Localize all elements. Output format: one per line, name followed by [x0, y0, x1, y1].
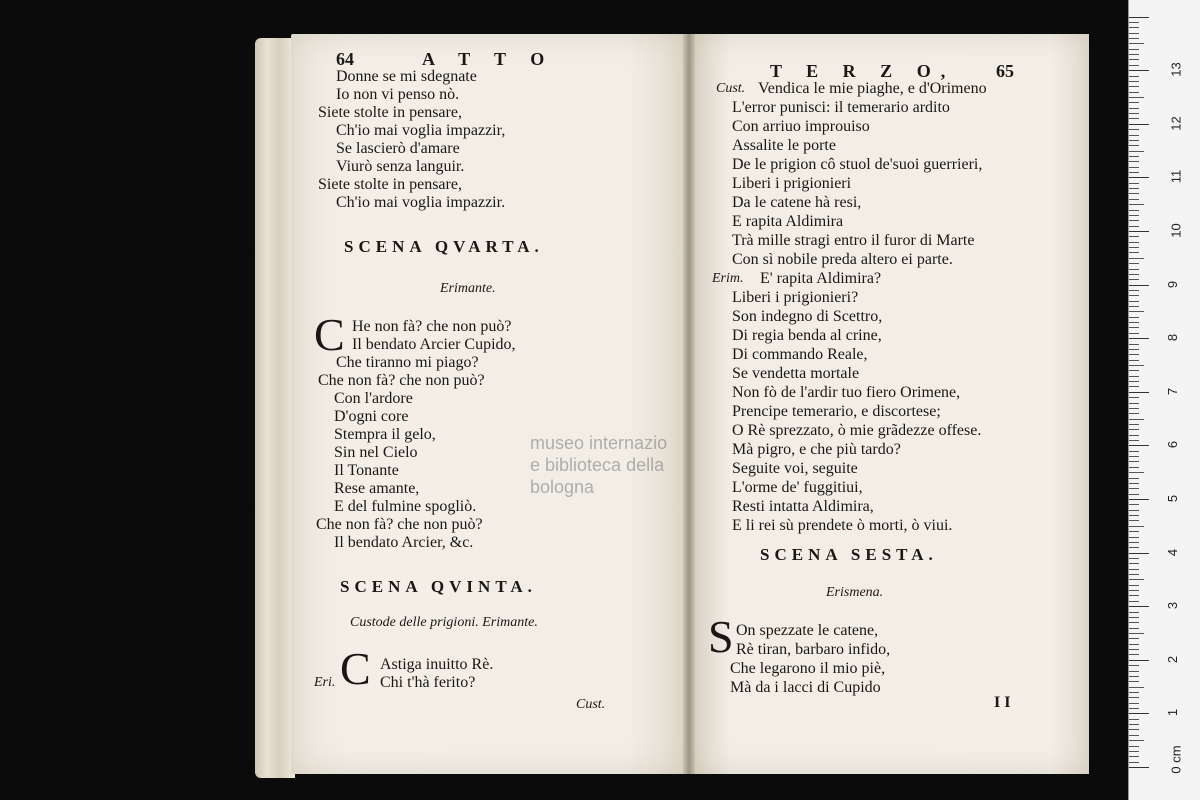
speaker-label: Eri. — [314, 675, 336, 690]
right-page-number: 65 — [996, 61, 1014, 81]
verse-line: Seguite voi, seguite — [732, 460, 858, 477]
ruler-tick — [1129, 520, 1139, 521]
ruler-tick — [1129, 537, 1139, 538]
verse-line: L'error punisci: il temerario ardito — [732, 99, 950, 116]
verse-line: Ch'io mai voglia impazzir. — [336, 194, 506, 211]
verse-line: Ch'io mai voglia impazzir, — [336, 122, 506, 139]
ruler-tick — [1129, 419, 1144, 420]
watermark-line: bologna — [530, 477, 595, 497]
ruler-tick — [1129, 746, 1139, 747]
ruler-tick — [1129, 665, 1139, 666]
verse-line: Liberi i prigionieri? — [732, 289, 859, 306]
ruler-tick — [1129, 183, 1139, 184]
ruler-tick — [1129, 156, 1139, 157]
ruler-tick — [1129, 177, 1149, 178]
ruler-number: 7 — [1165, 387, 1181, 395]
verse-line: Viurò senza languir. — [336, 158, 465, 175]
verse-line: Se lascierò d'amare — [336, 140, 460, 157]
drop-cap: C — [340, 643, 371, 694]
ruler-tick — [1129, 601, 1139, 602]
ruler-tick — [1129, 258, 1144, 259]
ruler-number: 11 — [1168, 170, 1184, 184]
ruler-tick — [1129, 708, 1139, 709]
ruler-tick — [1129, 499, 1149, 500]
verse-line: Resti intatta Aldimira, — [732, 498, 874, 515]
verse-line: De le prigion cô stuol de'suoi guerrieri, — [732, 156, 983, 173]
ruler-tick — [1129, 27, 1139, 28]
ruler-tick — [1129, 488, 1139, 489]
book-gutter — [683, 34, 695, 774]
ruler-tick — [1129, 338, 1149, 339]
left-running-head: A T T O — [422, 49, 555, 69]
verse-line: L'orme de' fuggitiui, — [732, 479, 863, 496]
ruler-tick — [1129, 118, 1139, 119]
verse-line: Che legarono il mio piè, — [730, 660, 886, 677]
ruler-number: 6 — [1165, 441, 1181, 449]
ruler-tick — [1129, 113, 1139, 114]
ruler-tick — [1129, 612, 1139, 613]
left-page-number: 64 — [336, 49, 354, 69]
verse-line: Con arriuo improuiso — [732, 118, 870, 135]
ruler-tick — [1129, 424, 1139, 425]
ruler-tick — [1129, 210, 1139, 211]
ruler-tick — [1129, 579, 1144, 580]
ruler-tick — [1129, 215, 1139, 216]
ruler-tick — [1129, 547, 1139, 548]
verse-line: E li rei sù prendete ò morti, ò viui. — [732, 517, 953, 534]
ruler-tick — [1129, 204, 1144, 205]
ruler-tick — [1129, 660, 1149, 661]
verse-line: Che non fà? che non può? — [318, 372, 485, 389]
verse-line: Sin nel Cielo — [334, 444, 418, 461]
ruler-number: 4 — [1165, 548, 1181, 556]
character-name: Erismena. — [826, 585, 884, 600]
ruler-tick — [1129, 274, 1139, 275]
ruler-tick — [1129, 676, 1139, 677]
ruler-tick — [1129, 494, 1139, 495]
ruler-tick — [1129, 17, 1149, 18]
ruler-tick — [1129, 140, 1139, 141]
verse-line: Di commando Reale, — [732, 346, 868, 363]
ruler-tick — [1129, 322, 1139, 323]
ruler-tick — [1129, 429, 1139, 430]
verse-line: Astiga inuitto Rè. — [380, 656, 494, 673]
verse-line: Rè tiran, barbaro infido, — [736, 641, 891, 658]
scene-heading: SCENA QVINTA. — [340, 577, 537, 596]
ruler-tick — [1129, 413, 1139, 414]
ruler-tick — [1129, 263, 1139, 264]
ruler-tick — [1129, 472, 1144, 473]
scene-heading: SCENA QVARTA. — [344, 237, 544, 256]
verse-line: Il bendato Arcier Cupido, — [352, 336, 516, 353]
ruler-tick — [1129, 735, 1139, 736]
ruler-tick — [1129, 306, 1139, 307]
watermark-line: e biblioteca della — [530, 455, 665, 475]
ruler-tick — [1129, 644, 1139, 645]
ruler-tick — [1129, 729, 1139, 730]
ruler-tick — [1129, 295, 1139, 296]
verse-line: D'ogni core — [334, 408, 409, 425]
ruler-tick — [1129, 92, 1139, 93]
ruler-tick — [1129, 231, 1149, 232]
ruler-tick — [1129, 167, 1139, 168]
ruler-tick — [1129, 76, 1139, 77]
ruler-tick — [1129, 247, 1139, 248]
speaker-label: Cust. — [716, 81, 746, 96]
right-running-head: T E R Z O, — [770, 61, 956, 81]
verse-line: Donne se mi sdegnate — [336, 68, 477, 85]
ruler-tick — [1129, 129, 1139, 130]
verse-line: Chi t'hà ferito? — [380, 674, 476, 691]
verse-line: Mà da i lacci di Cupido — [730, 679, 881, 696]
ruler-tick — [1129, 38, 1139, 39]
ruler-tick — [1129, 59, 1139, 60]
ruler-tick — [1129, 81, 1139, 82]
ruler-tick — [1129, 703, 1139, 704]
verse-line: Siete stolte in pensare, — [318, 104, 462, 121]
verse-line: Assalite le porte — [732, 137, 836, 154]
verse-line: Rese amante, — [334, 480, 420, 497]
ruler-tick — [1129, 563, 1139, 564]
ruler-tick — [1129, 467, 1139, 468]
ruler-tick — [1129, 740, 1144, 741]
verse-line: Che tiranno mi piago? — [336, 354, 479, 371]
ruler-tick — [1129, 595, 1139, 596]
ruler-tick — [1129, 279, 1139, 280]
verse-line: Stempra il gelo, — [334, 426, 436, 443]
ruler-tick — [1129, 86, 1139, 87]
verse-line: O Rè sprezzato, ò mie grãdezze offese. — [732, 422, 982, 439]
verse-line: E rapita Aldimira — [732, 213, 844, 230]
verse-line: Con sì nobile preda altero ei parte. — [732, 251, 953, 268]
ruler-tick — [1129, 515, 1139, 516]
ruler-tick — [1129, 354, 1139, 355]
ruler-tick — [1129, 135, 1139, 136]
ruler-tick — [1129, 54, 1139, 55]
verse-line: Trà mille stragi entro il furor di Marte — [732, 232, 975, 249]
ruler-tick — [1129, 172, 1139, 173]
ruler-tick — [1129, 408, 1139, 409]
ruler-tick — [1129, 692, 1139, 693]
ruler-tick — [1129, 671, 1139, 672]
ruler-tick — [1129, 65, 1139, 66]
ruler-tick — [1129, 724, 1139, 725]
verse-line: Prencipe temerario, e discortese; — [732, 403, 941, 420]
scene-heading: SCENA SESTA. — [760, 545, 938, 564]
ruler-tick — [1129, 654, 1139, 655]
ruler-tick — [1129, 242, 1139, 243]
ruler-tick — [1129, 435, 1139, 436]
ruler-tick — [1129, 756, 1139, 757]
ruler-number: 2 — [1165, 655, 1181, 663]
character-names: Custode delle prigioni. Erimante. — [350, 615, 538, 630]
ruler-tick — [1129, 193, 1139, 194]
ruler-tick — [1129, 553, 1149, 554]
ruler-tick — [1129, 397, 1139, 398]
ruler-tick — [1129, 70, 1149, 71]
ruler-tick — [1129, 349, 1139, 350]
ruler-number: 3 — [1165, 602, 1181, 610]
ruler-tick — [1129, 617, 1139, 618]
ruler-tick — [1129, 236, 1139, 237]
ruler-tick — [1129, 43, 1144, 44]
ruler-tick — [1129, 269, 1139, 270]
ruler-tick — [1129, 360, 1139, 361]
ruler-number: 13 — [1168, 62, 1184, 77]
ruler-tick — [1129, 456, 1139, 457]
verse-line: Da le catene hà resi, — [732, 194, 862, 211]
ruler-tick — [1129, 311, 1144, 312]
ruler-tick — [1129, 697, 1139, 698]
ruler-number: 8 — [1165, 334, 1181, 342]
ruler-tick — [1129, 102, 1139, 103]
ruler-tick — [1129, 33, 1139, 34]
verse-line: Io non vi penso nò. — [336, 86, 460, 103]
ruler-tick — [1129, 365, 1144, 366]
measuring-ruler — [1128, 0, 1200, 800]
ruler-tick — [1129, 440, 1139, 441]
ruler-tick — [1129, 145, 1139, 146]
ruler-tick — [1129, 574, 1139, 575]
ruler-tick — [1129, 504, 1139, 505]
ruler-tick — [1129, 569, 1139, 570]
ruler-tick — [1129, 590, 1139, 591]
ruler-tick — [1129, 381, 1139, 382]
ruler-tick — [1129, 376, 1139, 377]
ruler-unit: 0 cm — [1168, 745, 1184, 774]
ruler-tick — [1129, 483, 1139, 484]
catchword: Cust. — [576, 697, 606, 712]
ruler-tick — [1129, 108, 1139, 109]
drop-cap: C — [314, 309, 345, 360]
page-stack-edge — [255, 38, 295, 778]
ruler-tick — [1129, 681, 1139, 682]
ruler-tick — [1129, 317, 1139, 318]
ruler-number: 10 — [1168, 223, 1184, 238]
ruler-tick — [1129, 478, 1139, 479]
verse-line: Vendica le mie piaghe, e d'Orimeno — [758, 80, 987, 97]
ruler-tick — [1129, 124, 1149, 125]
ruler-tick — [1129, 649, 1139, 650]
verse-line: Il bendato Arcier, &c. — [334, 534, 474, 551]
ruler-tick — [1129, 558, 1139, 559]
ruler-tick — [1129, 633, 1144, 634]
ruler-tick — [1129, 370, 1139, 371]
verse-line: Che non fà? che non può? — [316, 516, 483, 533]
ruler-tick — [1129, 762, 1139, 763]
ruler-number: 12 — [1168, 116, 1184, 131]
ruler-tick — [1129, 526, 1144, 527]
verse-line: Liberi i prigionieri — [732, 175, 852, 192]
verse-line: E' rapita Aldimira? — [760, 270, 882, 287]
ruler-tick — [1129, 392, 1149, 393]
verse-line: Se vendetta mortale — [732, 365, 860, 382]
ruler-tick — [1129, 49, 1139, 50]
ruler-tick — [1129, 327, 1139, 328]
ruler-tick — [1129, 713, 1149, 714]
ruler-tick — [1129, 751, 1139, 752]
ruler-tick — [1129, 628, 1139, 629]
ruler-tick — [1129, 226, 1139, 227]
ruler-tick — [1129, 445, 1149, 446]
ruler-tick — [1129, 622, 1139, 623]
ruler-tick — [1129, 451, 1139, 452]
ruler-tick — [1129, 188, 1139, 189]
ruler-tick — [1129, 290, 1139, 291]
ruler-number: 1 — [1165, 709, 1181, 717]
ruler-tick — [1129, 606, 1149, 607]
watermark-line: museo internazio — [530, 433, 668, 453]
museum-watermark — [530, 432, 667, 498]
verse-line: Son indegno di Scettro, — [732, 308, 883, 325]
ruler-tick — [1129, 719, 1139, 720]
ruler-tick — [1129, 542, 1139, 543]
ruler-tick — [1129, 220, 1139, 221]
verse-line: On spezzate le catene, — [736, 622, 879, 639]
ruler-tick — [1129, 97, 1144, 98]
character-name: Erimante. — [440, 281, 496, 296]
ruler-tick — [1129, 199, 1139, 200]
signature-mark: I I — [994, 694, 1011, 711]
verse-line: Siete stolte in pensare, — [318, 176, 462, 193]
drop-cap: S — [708, 611, 734, 662]
ruler-tick — [1129, 333, 1139, 334]
ruler-tick — [1129, 585, 1139, 586]
ruler-number: 5 — [1165, 494, 1181, 503]
verse-line: Non fò de l'ardir tuo fiero Orimene, — [732, 384, 961, 401]
speaker-label: Erim. — [712, 271, 744, 286]
verse-line: Con l'ardore — [334, 390, 413, 407]
ruler-number: 9 — [1165, 280, 1181, 288]
verse-line: He non fà? che non può? — [352, 318, 512, 335]
verse-line: Il Tonante — [334, 462, 399, 479]
ruler-tick — [1129, 22, 1139, 23]
verse-line: Di regia benda al crine, — [732, 327, 882, 344]
ruler-tick — [1129, 767, 1149, 768]
ruler-tick — [1129, 161, 1139, 162]
ruler-tick — [1129, 151, 1144, 152]
verse-line: E del fulmine spogliò. — [334, 498, 477, 515]
ruler-tick — [1129, 510, 1139, 511]
ruler-tick — [1129, 386, 1139, 387]
ruler-tick — [1129, 403, 1139, 404]
ruler-tick — [1129, 285, 1149, 286]
ruler-tick — [1129, 344, 1139, 345]
verse-line: Mà pigro, e che più tardo? — [732, 441, 901, 458]
ruler-tick — [1129, 252, 1139, 253]
ruler-tick — [1129, 638, 1139, 639]
ruler-tick — [1129, 461, 1139, 462]
ruler-tick — [1129, 301, 1139, 302]
ruler-tick — [1129, 687, 1144, 688]
ruler-tick — [1129, 531, 1139, 532]
